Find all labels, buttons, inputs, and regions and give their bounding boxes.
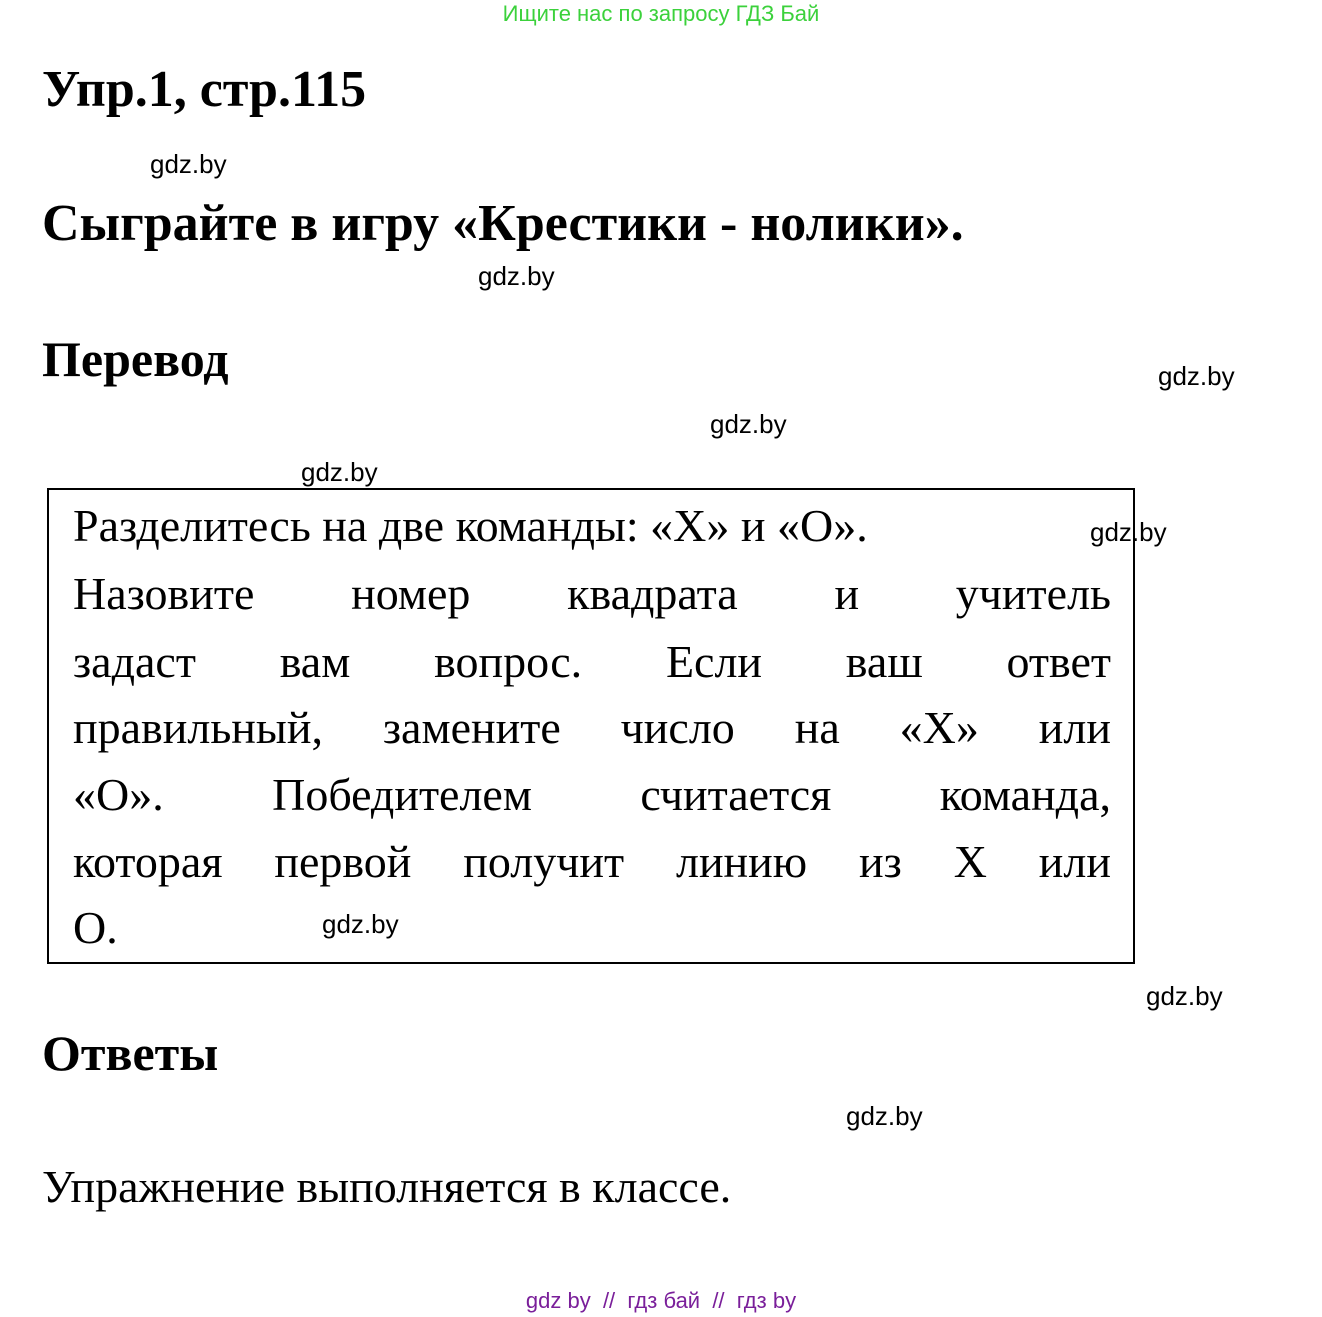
- translation-line: Разделитесь на две команды: «X» и «O».: [73, 500, 868, 551]
- translation-box: [47, 488, 1135, 964]
- translation-heading: Перевод: [42, 331, 229, 387]
- translation-line: задаст вам вопрос. Если ваш ответ: [73, 636, 1111, 687]
- translation-line: Назовите номер квадрата и учитель: [73, 568, 1111, 619]
- footer-links: gdz by // гдз бай // гдз by: [525, 1288, 797, 1313]
- exercise-title: Упр.1, стр.115: [42, 61, 367, 118]
- watermark: gdz.by: [478, 261, 555, 291]
- watermark: gdz.by: [710, 409, 787, 439]
- top-banner: Ищите нас по запросу ГДЗ Бай: [502, 1, 820, 26]
- watermark: gdz.by: [1146, 981, 1223, 1011]
- task-heading: Сыграйте в игру «Крестики - нолики».: [42, 195, 964, 252]
- watermark: gdz.by: [322, 909, 399, 939]
- watermark: gdz.by: [150, 149, 227, 179]
- watermark: gdz.by: [1090, 517, 1167, 547]
- answers-heading: Ответы: [42, 1025, 219, 1081]
- watermark: gdz.by: [1158, 361, 1235, 391]
- watermark: gdz.by: [846, 1101, 923, 1131]
- watermark: gdz.by: [301, 457, 378, 487]
- translation-line: правильный, замените число на «X» или: [73, 702, 1111, 753]
- translation-line: O.: [73, 902, 118, 953]
- answer-text: Упражнение выполняется в классе.: [42, 1161, 732, 1212]
- translation-line: «O». Победителем считается команда,: [73, 769, 1111, 820]
- translation-line: которая первой получит линию из X или: [73, 836, 1111, 887]
